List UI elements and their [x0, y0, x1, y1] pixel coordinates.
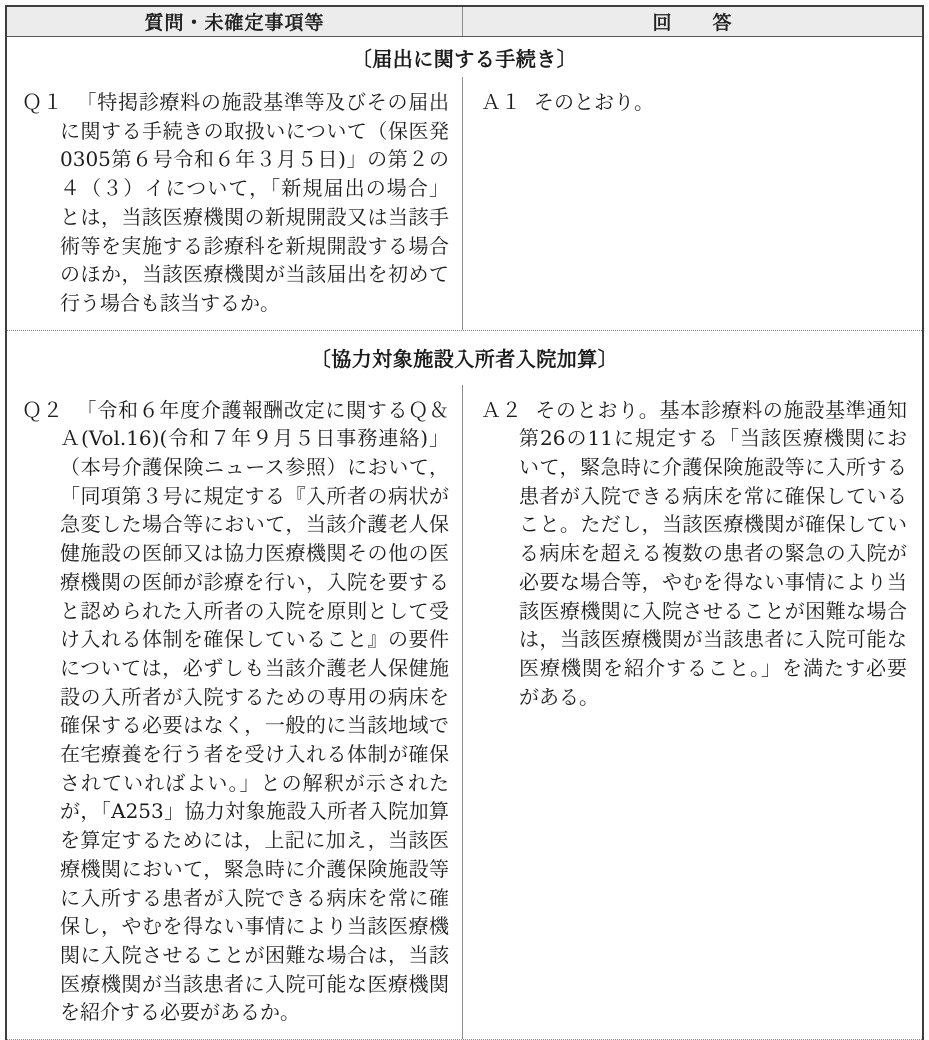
answer-1-label: Ａ１ — [481, 90, 521, 114]
question-2-label: Ｑ２ — [22, 397, 64, 422]
question-2-paragraph — [22, 396, 449, 1027]
answer-2-paragraph — [481, 396, 907, 712]
answer-2-cell — [462, 385, 922, 1039]
question-1-cell — [7, 77, 462, 330]
answer-1-paragraph — [481, 88, 907, 117]
question-2-text: 「令和６年度介護報酬改定に関するＱ＆Ａ(Vol.16)(令和７年９月５日事務連絡)」（本号介護保険ニュース参照）において，「同項第３号に規定する『入所者の病状が急変した場合等において，当該介護老人保健施設の医師又は協力医療機関その他の医療機関の医師が診療を行い，入院を要すると認められた入所者の入院を原則として受け入れる体制を確保していること』の要件については，必ずしも当該介護老人保健施設の入所者が入院するための専用の病床を確保する必要はなく，一般的に当該地域で在宅療養を行う者を受け入れる体制が確保されていればよい。」との解釈が示されたが，「A253」協力対象施設入所者入院加算を算定するためには，上記に加え，当該医療機関において，緊急時に介護保険施設等に入所する患者が入院できる病床を常に確保し，やむを得ない事情により当該医療機関に入院させることが困難な場合は，当該医療機関が当該患者に入院可能な医療機関を紹介する必要があるか。 — [60, 397, 450, 1025]
section-title-cooperation-facility-admission: 〔協力対象施設入所者入院加算〕 — [310, 347, 619, 372]
answer-2-label: Ａ２ — [481, 397, 523, 422]
question-1-text: 「特掲診療料の施設基準等及びその届出に関する手続きの取扱いについて（保医発0305第６号令和６年３月５日)」の第２の４（３）イについて，「新規届出の場合」とは，当該医療機関の新規開設又は当該手術等を実施する診療科を新規開設する場合のほか，当該医療機関が当該届出を初めて行う場合も該当するか。 — [60, 90, 450, 315]
answer-1-cell — [462, 77, 922, 330]
header-question-column: 質問・未確定事項等 — [144, 12, 325, 34]
question-1-paragraph — [22, 88, 449, 318]
header-answer-column: 回 答 — [462, 7, 922, 36]
question-2-cell — [7, 385, 462, 1039]
table-header-row — [7, 7, 922, 37]
qa-row-2 — [7, 385, 922, 1040]
qa-row-1 — [7, 77, 922, 331]
section-title-notification-procedures: 〔届出に関する手続き〕 — [351, 46, 578, 71]
question-1-label: Ｑ１ — [22, 90, 64, 114]
answer-1-text: そのとおり。 — [534, 90, 654, 114]
answer-2-text: そのとおり。基本診療料の施設基準通知第26の11に規定する「当該医療機関において，緊急時に介護保険施設等に入所する患者が入院できる病床を常に確保していること。ただし，当該医療機関が確保している病床を超える複数の患者の緊急の入院が必要な場合等，やむを得ない事情により当該医療機関に入院させることが困難な場合は，当該医療機関が当該患者に入院可能な医療機関を紹介すること。」を満たす必要がある。 — [519, 397, 908, 709]
qa-table — [5, 5, 924, 1040]
